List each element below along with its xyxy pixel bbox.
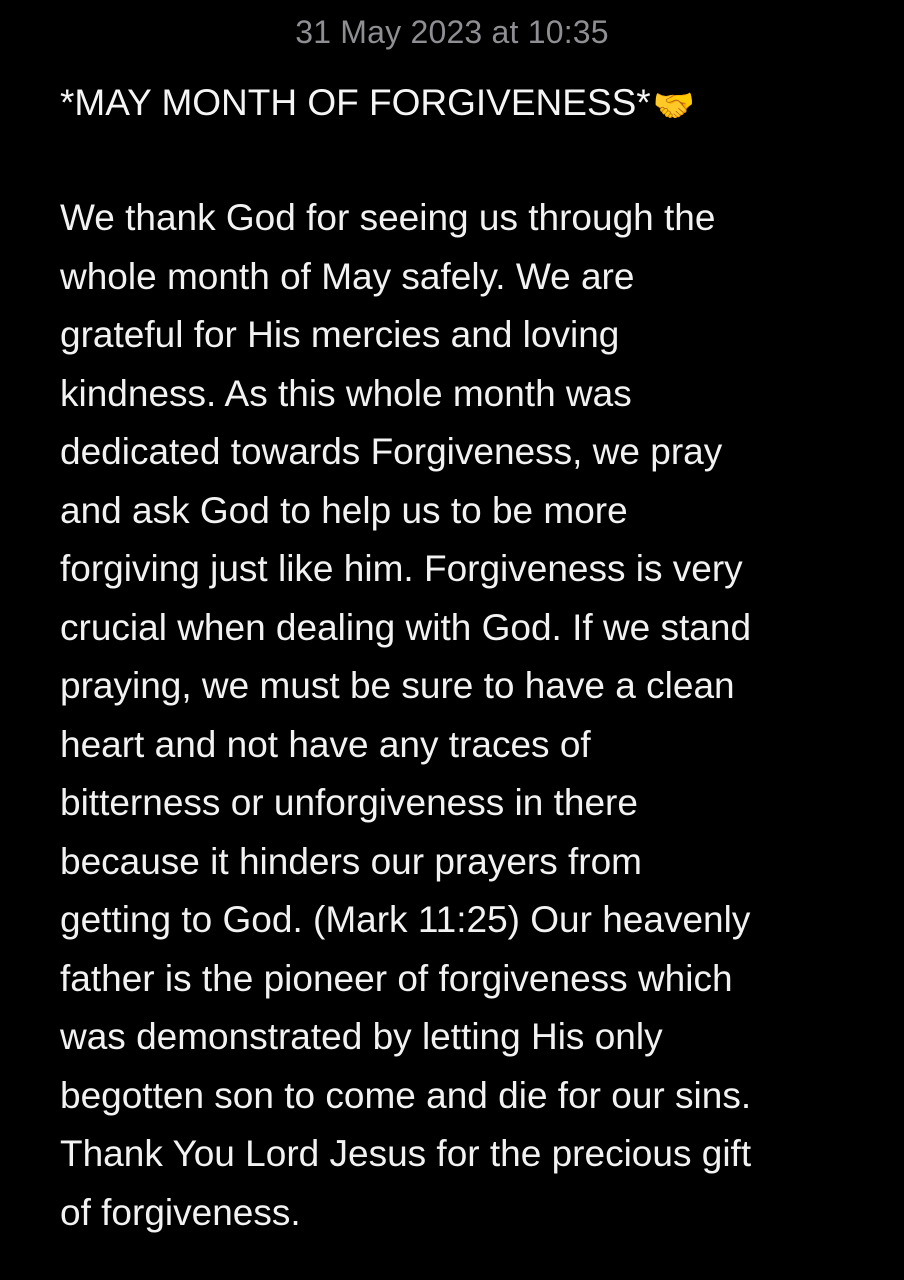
note-body-line: grateful for His mercies and loving bbox=[60, 314, 620, 355]
note-body-line: crucial when dealing with God. If we stand bbox=[60, 606, 752, 648]
note-body-line: and ask God to help us to be more bbox=[60, 489, 628, 531]
note-body-line: was demonstrated by letting His only bbox=[60, 1016, 663, 1057]
note-body-line: father is the pioneer of forgiveness which bbox=[60, 957, 733, 999]
note-body-line: heart and not have any traces of bbox=[60, 723, 591, 765]
note-body-line: begotten son to come and die for our sins. bbox=[60, 1074, 752, 1116]
note-body-line: Thank You Lord Jesus for the precious gift bbox=[60, 1133, 752, 1174]
handshake-icon: 🤝 bbox=[652, 86, 696, 126]
note-body-line: getting to God. (Mark 11:25) Our heavenly bbox=[60, 899, 751, 940]
note-timestamp: 31 May 2023 at 10:35 bbox=[295, 14, 609, 50]
note-body-line: whole month of May safely. We are bbox=[60, 255, 635, 297]
note-body-line: We thank God for seeing us through the bbox=[60, 197, 716, 238]
note-body-line: praying, we must be sure to have a clean bbox=[60, 665, 735, 706]
note-body-line: of forgiveness. bbox=[60, 1191, 301, 1233]
note-body-line: bitterness or unforgiveness in there bbox=[60, 782, 638, 823]
note-title[interactable] bbox=[60, 80, 695, 129]
note-title-text: *MAY MONTH OF FORGIVENESS* bbox=[60, 82, 651, 123]
note-body-line: forgiving just like him. Forgiveness is very bbox=[60, 548, 743, 589]
note-body-line: kindness. As this whole month was bbox=[60, 372, 632, 414]
note-body-line: because it hinders our prayers from bbox=[60, 840, 642, 882]
note-body[interactable] bbox=[60, 189, 860, 1242]
note-body-line: dedicated towards Forgiveness, we pray bbox=[60, 431, 723, 472]
